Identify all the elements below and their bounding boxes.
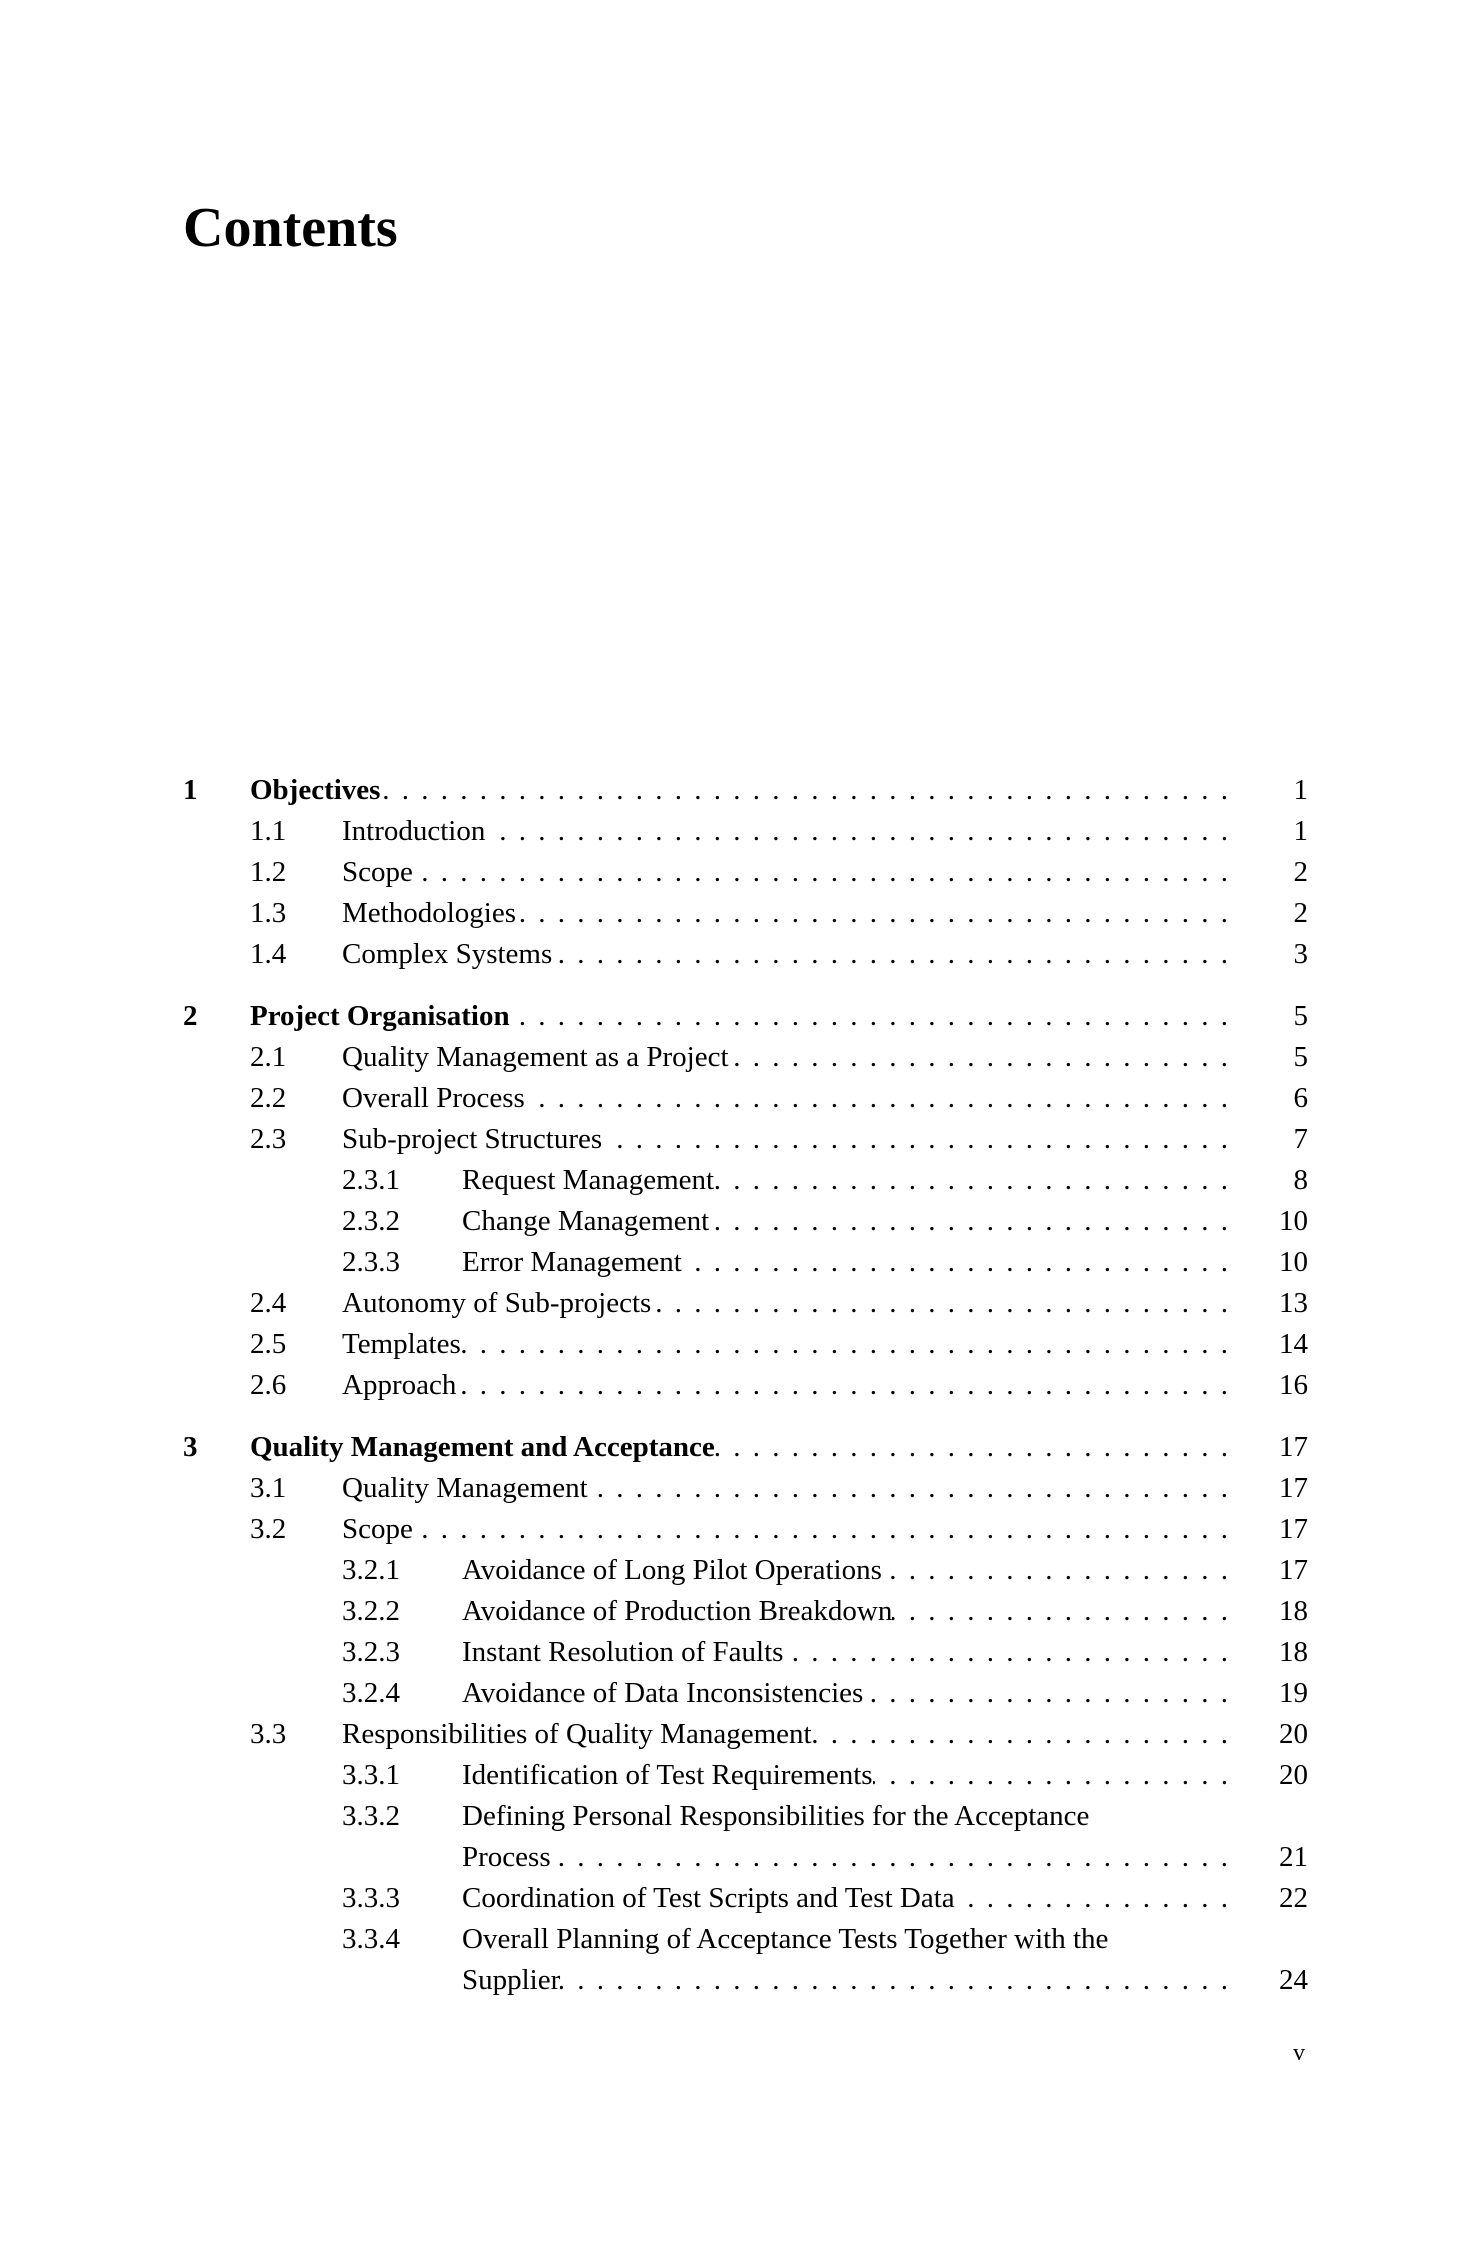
entry-number: 2.3.1	[342, 1164, 400, 1196]
dot-leader	[682, 1242, 1228, 1283]
entry-title: Overall Planning of Acceptance Tests Together with the	[462, 1923, 1109, 1955]
toc-entry[interactable]	[183, 1550, 1308, 1591]
entry-title-wrap	[342, 1078, 1228, 1119]
dot-leader	[456, 1365, 1228, 1406]
entry-page: 1	[1293, 774, 1308, 806]
entry-title-wrap	[462, 1673, 1228, 1714]
entry-title: Avoidance of Data Inconsistencies	[462, 1677, 864, 1709]
toc-entry[interactable]	[183, 1714, 1308, 1755]
toc-entry[interactable]	[183, 1037, 1308, 1078]
toc-entry[interactable]	[183, 1837, 1308, 1878]
dot-leader	[552, 934, 1228, 975]
entry-number: 3.1	[250, 1472, 287, 1504]
entry-title-wrap	[250, 1427, 1228, 1468]
entry-number: 1.4	[250, 938, 287, 970]
dot-leader	[714, 1160, 1228, 1201]
entry-title-wrap	[342, 852, 1228, 893]
entry-title-wrap	[250, 770, 1228, 811]
entry-page: 24	[1279, 1964, 1308, 1996]
entry-title: Defining Personal Responsibilities for the Acceptance	[462, 1800, 1090, 1832]
entry-title-wrap	[462, 1878, 1228, 1919]
entry-page: 1	[1293, 815, 1308, 847]
entry-title: Coordination of Test Scripts and Test Data	[462, 1882, 955, 1914]
dot-leader	[551, 1837, 1228, 1878]
entry-number: 3.2.3	[342, 1636, 400, 1668]
entry-title-wrap	[342, 1468, 1228, 1509]
entry-page: 8	[1293, 1164, 1308, 1196]
entry-title: Change Management	[462, 1205, 710, 1237]
toc-entry[interactable]	[183, 893, 1308, 934]
dot-leader	[525, 1078, 1228, 1119]
dot-leader	[863, 1673, 1228, 1714]
entry-title: Autonomy of Sub-projects	[342, 1287, 652, 1319]
dot-leader	[588, 1468, 1228, 1509]
toc-entry[interactable]	[183, 1160, 1308, 1201]
entry-page: 13	[1279, 1287, 1308, 1319]
entry-title: Quality Management and Acceptance	[250, 1431, 715, 1463]
entry-number: 3.3	[250, 1718, 287, 1750]
entry-title-wrap	[462, 1591, 1228, 1632]
entry-title-wrap	[342, 934, 1228, 975]
entry-page: 16	[1279, 1369, 1308, 1401]
entry-title-wrap	[342, 1714, 1228, 1755]
entry-title: Introduction	[342, 815, 486, 847]
dot-leader	[955, 1878, 1228, 1919]
entry-title: Overall Process	[342, 1082, 525, 1114]
entry-page: 20	[1279, 1759, 1308, 1791]
toc-entry[interactable]	[183, 1591, 1308, 1632]
dot-leader	[413, 852, 1228, 893]
entry-title-wrap	[250, 996, 1228, 1037]
entry-title: Supplier	[462, 1964, 561, 1996]
toc-entry[interactable]	[183, 1201, 1308, 1242]
entry-page: 10	[1279, 1246, 1308, 1278]
entry-page: 22	[1279, 1882, 1308, 1914]
dot-leader	[602, 1119, 1228, 1160]
entry-title: Request Management	[462, 1164, 715, 1196]
entry-title-wrap	[462, 1960, 1228, 2001]
entry-number: 3.2.1	[342, 1554, 400, 1586]
entry-number: 2.3.3	[342, 1246, 400, 1278]
entry-page: 17	[1279, 1554, 1308, 1586]
dot-leader	[510, 996, 1228, 1037]
entry-number: 1.2	[250, 856, 287, 888]
toc-entry[interactable]	[183, 1365, 1308, 1406]
entry-title: Avoidance of Long Pilot Operations	[462, 1554, 882, 1586]
entry-title-wrap	[462, 1201, 1228, 1242]
dot-leader	[709, 1201, 1228, 1242]
dot-leader	[892, 1591, 1228, 1632]
toc-entry[interactable]	[183, 1242, 1308, 1283]
entry-title-wrap	[462, 1160, 1228, 1201]
entry-title-line	[462, 1796, 1348, 1837]
entry-page: 20	[1279, 1718, 1308, 1750]
toc-entry[interactable]	[183, 1960, 1308, 2001]
entry-title: Sub-project Structures	[342, 1123, 603, 1155]
entry-title-wrap	[342, 1283, 1228, 1324]
toc-entry[interactable]	[183, 996, 1308, 1037]
entry-page: 18	[1279, 1636, 1308, 1668]
entry-page: 7	[1293, 1123, 1308, 1155]
entry-number: 3.3.2	[342, 1800, 400, 1832]
entry-title: Avoidance of Production Breakdown	[462, 1595, 893, 1627]
entry-title-wrap	[342, 1119, 1228, 1160]
toc-entry[interactable]	[183, 852, 1308, 893]
entry-number: 1	[183, 774, 198, 806]
entry-title: Approach	[342, 1369, 457, 1401]
entry-page: 17	[1279, 1431, 1308, 1463]
entry-page: 17	[1279, 1513, 1308, 1545]
entry-page: 5	[1293, 1000, 1308, 1032]
entry-page: 21	[1279, 1841, 1308, 1873]
table-of-contents	[183, 770, 1308, 2001]
entry-title-wrap	[462, 1550, 1228, 1591]
entry-number: 2.6	[250, 1369, 287, 1401]
entry-number: 2	[183, 1000, 198, 1032]
toc-entry[interactable]	[183, 1878, 1308, 1919]
entry-title: Templates	[342, 1328, 461, 1360]
toc-entry[interactable]	[183, 1119, 1308, 1160]
entry-page: 2	[1293, 897, 1308, 929]
entry-title: Error Management	[462, 1246, 682, 1278]
toc-entry[interactable]	[183, 1796, 1308, 1837]
entry-title-line	[462, 1919, 1348, 1960]
entry-title: Objectives	[250, 774, 381, 806]
entry-page: 5	[1293, 1041, 1308, 1073]
toc-entry[interactable]	[183, 770, 1308, 811]
dot-leader	[380, 770, 1228, 811]
entry-title: Scope	[342, 1513, 413, 1545]
entry-number: 3.2.2	[342, 1595, 400, 1627]
entry-page: 10	[1279, 1205, 1308, 1237]
dot-leader	[882, 1550, 1228, 1591]
toc-entry[interactable]	[183, 1673, 1308, 1714]
entry-title-wrap	[462, 1632, 1228, 1673]
toc-entry[interactable]	[183, 1283, 1308, 1324]
dot-leader	[560, 1960, 1228, 2001]
entry-title: Scope	[342, 856, 413, 888]
entry-number: 2.3.2	[342, 1205, 400, 1237]
entry-title-wrap	[342, 811, 1228, 852]
entry-number: 2.4	[250, 1287, 287, 1319]
entry-title: Project Organisation	[250, 1000, 510, 1032]
toc-entry[interactable]	[183, 1919, 1308, 1960]
entry-title-wrap	[342, 893, 1228, 934]
entry-number: 3.3.1	[342, 1759, 400, 1791]
dot-leader	[651, 1283, 1228, 1324]
entry-number: 3.3.4	[342, 1923, 400, 1955]
dot-leader	[485, 811, 1228, 852]
toc-entry[interactable]	[183, 1755, 1308, 1796]
dot-leader	[783, 1632, 1228, 1673]
toc-entry[interactable]	[183, 1427, 1308, 1468]
entry-title-wrap	[342, 1365, 1228, 1406]
toc-entry[interactable]	[183, 934, 1308, 975]
page-title: Contents	[183, 197, 398, 259]
entry-page: 2	[1293, 856, 1308, 888]
entry-title-wrap	[342, 1324, 1228, 1365]
dot-leader	[516, 893, 1228, 934]
dot-leader	[413, 1509, 1228, 1550]
toc-entry[interactable]	[183, 811, 1308, 852]
entry-number: 3	[183, 1431, 198, 1463]
toc-entry[interactable]	[183, 1078, 1308, 1119]
entry-number: 2.5	[250, 1328, 287, 1360]
entry-number: 2.3	[250, 1123, 287, 1155]
dot-leader	[812, 1714, 1228, 1755]
entry-number: 2.1	[250, 1041, 287, 1073]
entry-page: 6	[1293, 1082, 1308, 1114]
toc-entry[interactable]	[183, 1324, 1308, 1365]
entry-title: Methodologies	[342, 897, 516, 929]
entry-title-wrap	[342, 1509, 1228, 1550]
entry-title-wrap	[462, 1242, 1228, 1283]
entry-page: 17	[1279, 1472, 1308, 1504]
entry-number: 2.2	[250, 1082, 287, 1114]
entry-page: 14	[1279, 1328, 1308, 1360]
dot-leader	[873, 1755, 1228, 1796]
entry-title: Responsibilities of Quality Management	[342, 1718, 812, 1750]
dot-leader	[729, 1037, 1228, 1078]
toc-entry[interactable]	[183, 1632, 1308, 1673]
entry-title-wrap	[462, 1837, 1228, 1878]
page-number: v	[1293, 2040, 1305, 2066]
entry-title-wrap	[342, 1037, 1228, 1078]
entry-title: Quality Management	[342, 1472, 588, 1504]
entry-number: 1.1	[250, 815, 287, 847]
entry-title-wrap	[462, 1755, 1228, 1796]
entry-number: 3.2	[250, 1513, 287, 1545]
toc-entry[interactable]	[183, 1468, 1308, 1509]
entry-title: Complex Systems	[342, 938, 553, 970]
entry-number: 3.2.4	[342, 1677, 400, 1709]
entry-number: 1.3	[250, 897, 287, 929]
entry-page: 18	[1279, 1595, 1308, 1627]
toc-entry[interactable]	[183, 1509, 1308, 1550]
entry-number: 3.3.3	[342, 1882, 400, 1914]
entry-title: Instant Resolution of Faults	[462, 1636, 784, 1668]
entry-title: Identification of Test Requirements	[462, 1759, 873, 1791]
entry-title: Process	[462, 1841, 551, 1873]
dot-leader	[715, 1427, 1228, 1468]
entry-page: 3	[1293, 938, 1308, 970]
entry-page: 19	[1279, 1677, 1308, 1709]
dot-leader	[461, 1324, 1228, 1365]
entry-title: Quality Management as a Project	[342, 1041, 729, 1073]
